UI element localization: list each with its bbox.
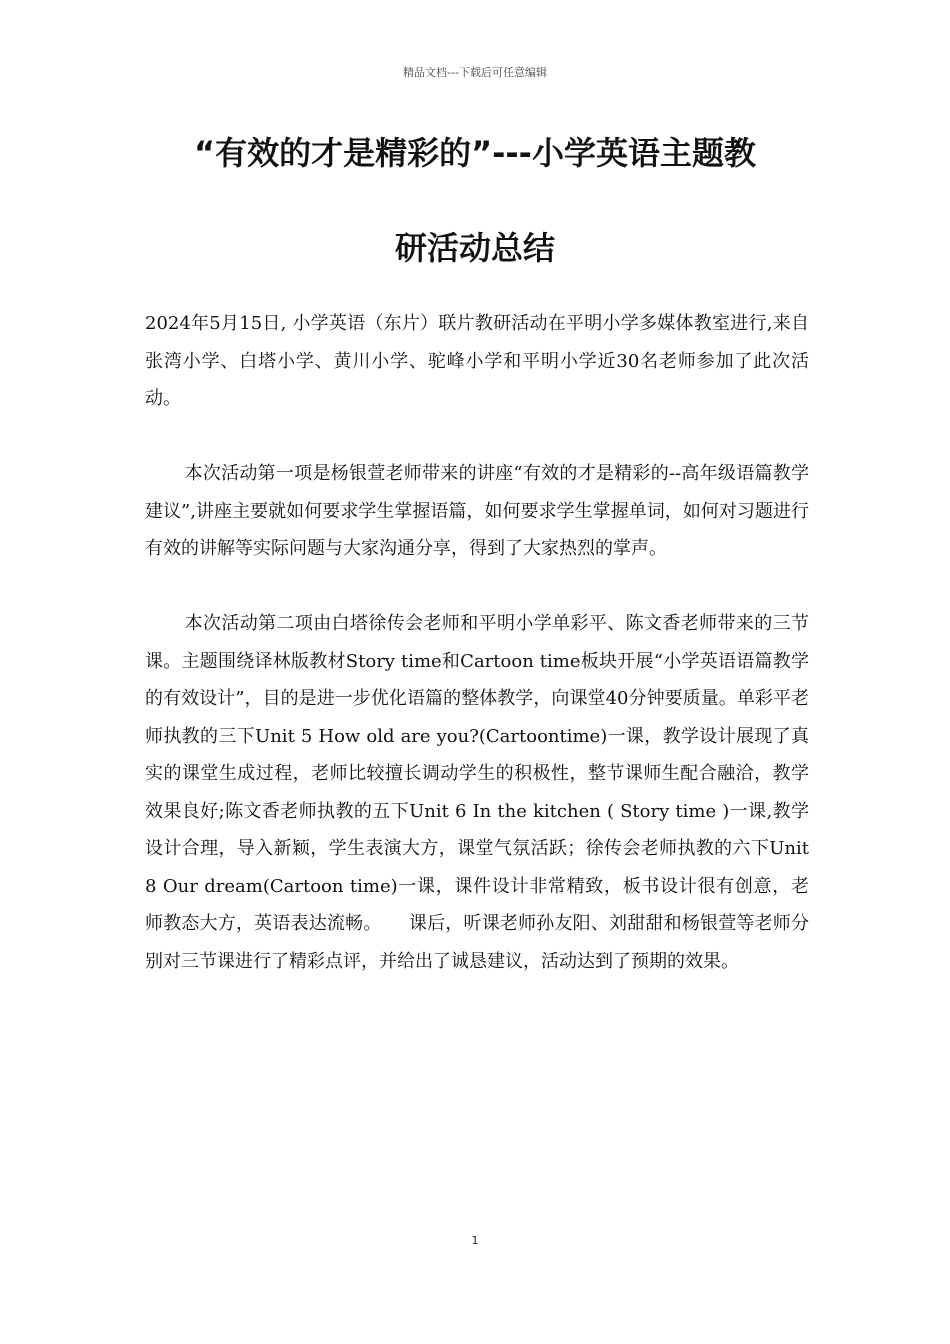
paragraph-lecture: 本次活动第一项是杨银萱老师带来的讲座“有效的才是精彩的--高年级语篇教学建议”,讲座主要就如何要求学生掌握语篇，如何要求学生掌握单词，如何对习题进行有效的讲解等实际问题与大家沟通分享，得到了大家热烈的掌声。 (145, 463, 809, 559)
paragraph-intro: 2024年5月15日, 小学英语（东片）联片教研活动在平明小学多媒体教室进行,来自张湾小学、白塔小学、黄川小学、驼峰小学和平明小学近30名老师参加了此次活动。 (145, 313, 809, 409)
paragraph-lessons: 本次活动第二项由白塔徐传会老师和平明小学单彩平、陈文香老师带来的三节课。主题围绕译林版教材Story time和Cartoon time板块开展“小学英语语篇教学的有效设计”，目的是进一步优化语篇的整体教学，向课堂40分钟要质量。单彩平老师执教的三下Unit 5 How old are you?(Cartoontime)一课，教学设计展现了真实的课堂生成过程，老师比较擅长调动学生的积极性，整节课师生配合融洽，教学效果良好;陈文香老师执教的五下Unit 6 In the kitchen ( Story time )一课,教学设计合理，导入新颖，学生表演大方，课堂气氛活跃；徐传会老师执教的六下Unit 8 Our dream(Cartoon time)一课，课件设计非常精致，板书设计很有创意，老师教态大方，英语表达流畅。 课后，听课老师孙友阳、刘甜甜和杨银萱等老师分别对三节课进行了精彩点评，并给出了诚恳建议，活动达到了预期的效果。 (145, 613, 809, 972)
paragraph-spacer (145, 418, 809, 456)
document-title-line-1: “有效的才是精彩的”---小学英语主题教 (194, 134, 756, 172)
page-number: 1 (471, 1234, 479, 1247)
document-body (145, 305, 809, 980)
document-title-line-2: 研活动总结 (394, 229, 555, 267)
paragraph-spacer (145, 568, 809, 606)
page-header: 精品文档---下载后可任意编辑 (403, 66, 547, 79)
